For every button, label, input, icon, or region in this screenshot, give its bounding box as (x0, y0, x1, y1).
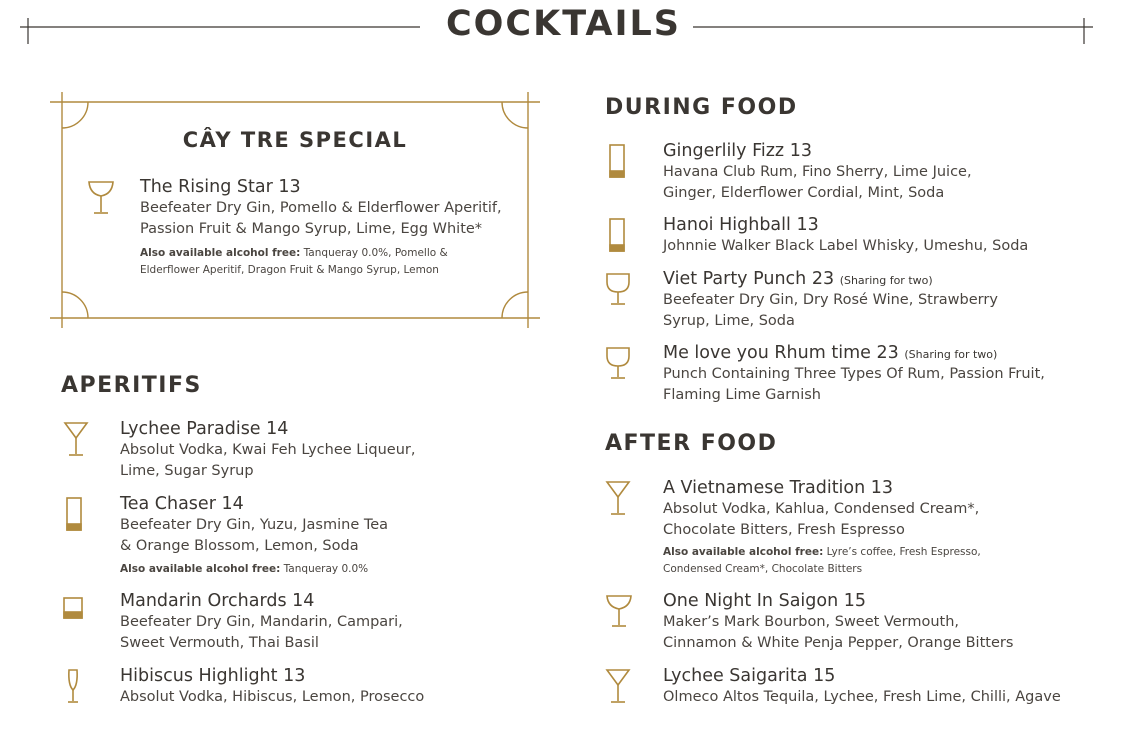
alcohol-free-note: Also available alcohol free: Tanqueray 0.0%, Pomello & Elderflower Aperitif, Dragon Fruit & Mango Syrup, Lemon (140, 247, 448, 276)
item-description: Maker’s Mark Bourbon, Sweet Vermouth, Cinnamon & White Penja Pepper, Orange Bitters (663, 614, 1014, 651)
item-name: Lychee Saigarita (663, 666, 808, 686)
coupe-glass-icon (605, 592, 635, 632)
item-price: 13 (789, 141, 812, 161)
wine-glass-icon (605, 344, 635, 384)
item-description: Absolut Vodka, Kwai Feh Lychee Liqueur, Lime, Sugar Syrup (120, 442, 416, 479)
item-description: Punch Containing Three Types Of Rum, Passion Fruit, Flaming Lime Garnish (663, 366, 1045, 403)
special-heading: CÂY TRE SPECIAL (182, 128, 408, 152)
section-heading-during-food: DURING FOOD (605, 95, 798, 120)
collins-glass-icon (605, 142, 635, 182)
item-name: Me love you Rhum time (663, 343, 871, 363)
item-name: Lychee Paradise (120, 419, 261, 439)
item-description: Absolut Vodka, Hibiscus, Lemon, Prosecco (120, 689, 425, 705)
item-price: 13 (870, 478, 894, 498)
item-price: 23 (876, 343, 899, 363)
section-heading-aperitifs: APERITIFS (61, 373, 202, 398)
item-note: (Sharing for two) (839, 274, 933, 287)
item-name: Hanoi Highball (663, 215, 791, 235)
item-name: Mandarin Orchards (120, 591, 287, 611)
item-description: Absolut Vodka, Kahlua, Condensed Cream*, Chocolate Bitters, Fresh Espresso (663, 501, 980, 538)
item-description: Olmeco Altos Tequila, Lychee, Fresh Lime, Chilli, Agave (663, 689, 1061, 705)
highball-glass-icon (62, 495, 92, 535)
item-price: 13 (283, 666, 306, 686)
item-price: 15 (813, 666, 836, 686)
item-price: 13 (796, 215, 819, 235)
alcohol-free-note: Also available alcohol free: Tanqueray 0.0% (120, 563, 369, 575)
item-name: Hibiscus Highlight (120, 666, 278, 686)
page-title: COCKTAILS (445, 4, 682, 44)
item-price: 13 (278, 177, 301, 197)
martini-glass-icon (62, 420, 92, 460)
martini-glass-icon (605, 479, 635, 519)
item-name: Tea Chaser (120, 494, 216, 514)
item-description: Beefeater Dry Gin, Yuzu, Jasmine Tea & Orange Blossom, Lemon, Soda (120, 517, 389, 554)
item-name: A Vietnamese Tradition (663, 478, 866, 498)
item-note: (Sharing for two) (904, 348, 998, 361)
item-price: 14 (221, 494, 244, 514)
item-price: 23 (811, 269, 835, 289)
rocks-glass-icon (62, 592, 92, 632)
item-name: Viet Party Punch (663, 269, 807, 289)
coupe-glass-icon (86, 178, 116, 218)
item-name: The Rising Star (140, 177, 273, 197)
item-price: 15 (843, 591, 867, 611)
martini-glass-icon (605, 667, 635, 707)
item-price: 14 (292, 591, 315, 611)
item-description: Beefeater Dry Gin, Mandarin, Campari, Sweet Vermouth, Thai Basil (120, 614, 403, 651)
section-heading-after-food: AFTER FOOD (605, 431, 778, 456)
item-description: Johnnie Walker Black Label Whisky, Umeshu, Soda (663, 238, 1029, 254)
item-name: One Night In Saigon (663, 591, 839, 611)
flute-glass-icon (62, 667, 92, 707)
item-description: Havana Club Rum, Fino Sherry, Lime Juice, Ginger, Elderflower Cordial, Mint, Soda (663, 164, 972, 201)
item-description: Beefeater Dry Gin, Dry Rosé Wine, Strawberry Syrup, Lime, Soda (663, 292, 998, 329)
item-name: Gingerlily Fizz (663, 141, 785, 161)
item-price: 14 (266, 419, 289, 439)
collins-glass-icon (605, 216, 635, 256)
item-description: Beefeater Dry Gin, Pomello & Elderflower Aperitif, Passion Fruit & Mango Syrup, Lime, Egg White* (140, 200, 502, 237)
wine-glass-icon (605, 270, 635, 310)
alcohol-free-note: Also available alcohol free: Lyre’s coffee, Fresh Espresso, Condensed Cream*, Chocolate Bitters (663, 546, 981, 575)
